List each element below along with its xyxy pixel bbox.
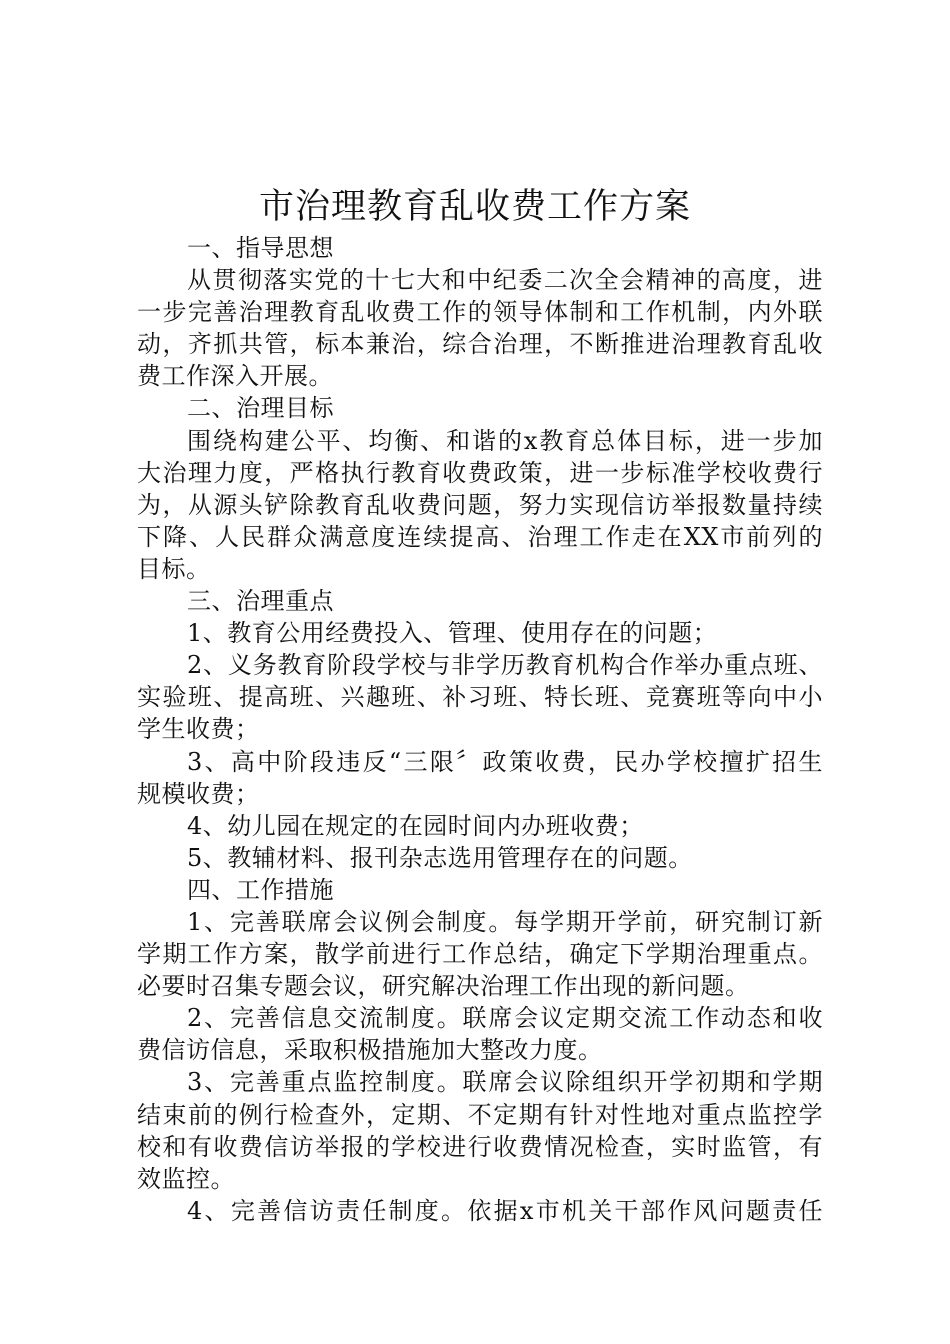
document-line: 一、指导思想 [187,234,334,262]
document-line: 费工作深入开展。 [137,362,333,391]
document-line: 实验班、提高班、兴趣班、补习班、特长班、竞赛班等向中小 [137,683,823,712]
document-line: 4、幼儿园在规定的在园时间内办班收费； [187,811,644,840]
document-line: 1、完善联席会议例会制度。每学期开学前，研究制订新 [187,907,823,936]
document-line: 学生收费； [137,715,260,744]
document-line: 效监控。 [137,1164,235,1193]
document-line: 四、工作措施 [187,875,334,904]
document-line: 学期工作方案，散学前进行工作总结，确定下学期治理重点。 [137,940,823,969]
document-line: 为，从源头铲除教育乱收费问题，努力实现信访举报数量持续 [137,490,823,519]
document-line: 下降、人民群众满意度连续提高、治理工作走在XX市前列的 [137,522,823,551]
document-line: 3、完善重点监控制度。联席会议除组织开学初期和学期 [187,1068,823,1097]
document-line: 4、完善信访责任制度。依据x市机关干部作风问题责任 [187,1196,823,1225]
document-line: 结束前的例行检查外，定期、不定期有针对性地对重点监控学 [137,1100,823,1129]
document-line: 2、完善信息交流制度。联席会议定期交流工作动态和收 [187,1004,823,1033]
document-line: 动，齐抓共管，标本兼治，综合治理，不断推进治理教育乱收 [137,330,823,359]
document-line: 费信访信息，采取积极措施加大整改力度。 [137,1036,603,1065]
document-line: 目标。 [137,554,211,583]
document-line: 必要时召集专题会议，研究解决治理工作出现的新问题。 [137,972,750,1001]
document-line: 1、教育公用经费投入、管理、使用存在的问题； [187,619,718,648]
document-line: 一步完善治理教育乱收费工作的领导体制和工作机制，内外联 [137,298,823,327]
document-line: 3、高中阶段违反“三限〞政策收费，民办学校擅扩招生 [187,747,823,776]
document-line: 围绕构建公平、均衡、和谐的x教育总体目标，进一步加 [187,426,823,455]
document-line: 从贯彻落实党的十七大和中纪委二次全会精神的高度，进 [187,266,823,295]
document-line: 大治理力度，严格执行教育收费政策，进一步标准学校收费行 [137,458,823,487]
document-line: 规模收费； [137,779,260,808]
document-body [137,232,823,1227]
document-line: 2、义务教育阶段学校与非学历教育机构合作举办重点班、 [187,651,823,680]
document-line: 校和有收费信访举报的学校进行收费情况检查，实时监管，有 [137,1132,823,1161]
document-line: 二、治理目标 [187,394,334,423]
document-title: 市治理教育乱收费工作方案 [258,187,691,227]
document-line: 三、治理重点 [187,587,334,616]
document-line: 5、教辅材料、报刊杂志选用管理存在的问题。 [187,843,693,872]
